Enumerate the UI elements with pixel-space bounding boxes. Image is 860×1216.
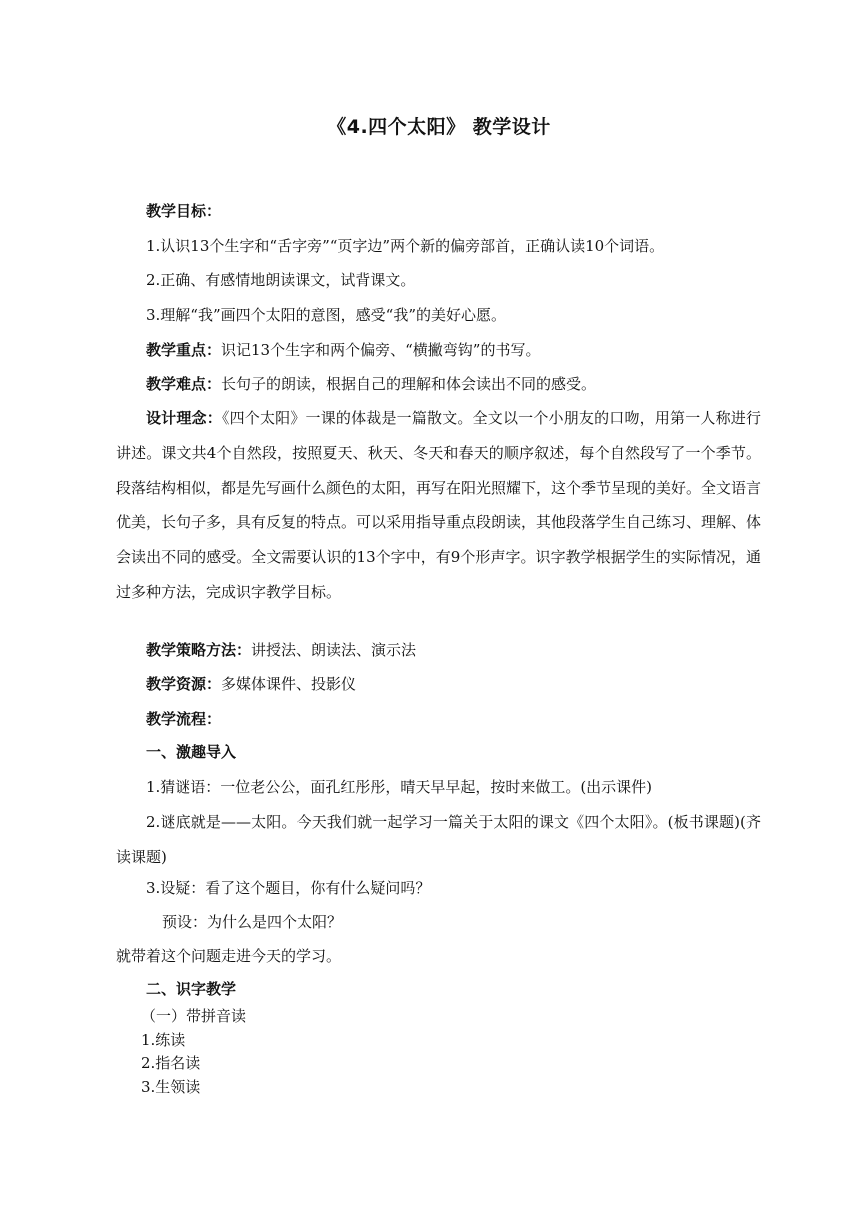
goal-item: 2.正确、有感情地朗读课文，试背课文。: [146, 271, 416, 289]
goals-label: 教学目标：: [146, 202, 222, 220]
concept-label: 设计理念：: [146, 409, 222, 427]
goal-item: 3.理解“我”画四个太阳的意图，感受“我”的美好心愿。: [146, 306, 506, 324]
resources-text: 多媒体课件、投影仪: [221, 675, 357, 693]
section1-item: 3.设疑：看了这个题目，你有什么疑问吗？: [146, 879, 431, 897]
key-points: [146, 340, 540, 360]
methods-text: 讲授法、朗读法、演示法: [251, 641, 417, 659]
resources-label: 教学资源：: [146, 675, 222, 693]
section2-heading: 二、识字教学: [146, 980, 237, 998]
difficulties-label: 教学难点：: [146, 375, 222, 393]
reading-step: 1.练读: [141, 1031, 186, 1049]
concept-text: 《四个太阳》一课的体裁是一篇散文。全文以一个小朋友的口吻，用第一人称进行讲述。课文共4个自然段，按照夏天、秋天、冬天和春天的顺序叙述，每个自然段写了一个季节。段落结构相似，都是先写画什么颜色的太阳，再写在阳光照耀下，这个季节呈现的美好。全文语言优美，长句子多，具有反复的特点。可以采用指导重点段朗读，其他段落学生自己练习、理解、体会读出不同的感受。全文需要认识的13个字中，有9个形声字。识字教学根据学生的实际情况，通过多种方法，完成识字教学目标。: [116, 409, 762, 601]
section1-item: 1.猜谜语：一位老公公，面孔红彤彤，晴天早早起，按时来做工。(出示课件): [146, 778, 653, 796]
section1-item: 2.谜底就是——太阳。今天我们就一起学习一篇关于太阳的课文《四个太阳》。(板书课题)(齐读课题): [116, 813, 761, 866]
reading-step: 2.指名读: [141, 1054, 201, 1072]
resources: [146, 674, 356, 694]
section1-heading: 一、激趣导入: [146, 743, 237, 761]
goal-item: 1.认识13个生字和“舌字旁”“页字边”两个新的偏旁部首，正确认读10个词语。: [146, 237, 665, 255]
key-points-label: 教学重点：: [146, 341, 222, 359]
difficulties: [146, 374, 596, 394]
process-label: 教学流程：: [146, 710, 222, 728]
methods: [146, 640, 416, 660]
difficulties-text: 长句子的朗读，根据自己的理解和体会读出不同的感受。: [221, 375, 597, 393]
section2-subheading: （一）带拼音读: [141, 1007, 247, 1025]
document-title: 《4.四个太阳》 教学设计: [327, 116, 551, 138]
key-points-text: 识记13个生字和两个偏旁、“横撇弯钩”的书写。: [221, 341, 541, 359]
reading-step: 3.生领读: [141, 1078, 201, 1096]
methods-label: 教学策略方法：: [146, 641, 252, 659]
preset-question: 预设：为什么是四个太阳？: [162, 913, 343, 931]
design-concept: [116, 401, 761, 610]
lead-text: 就带着这个问题走进今天的学习。: [116, 947, 342, 965]
